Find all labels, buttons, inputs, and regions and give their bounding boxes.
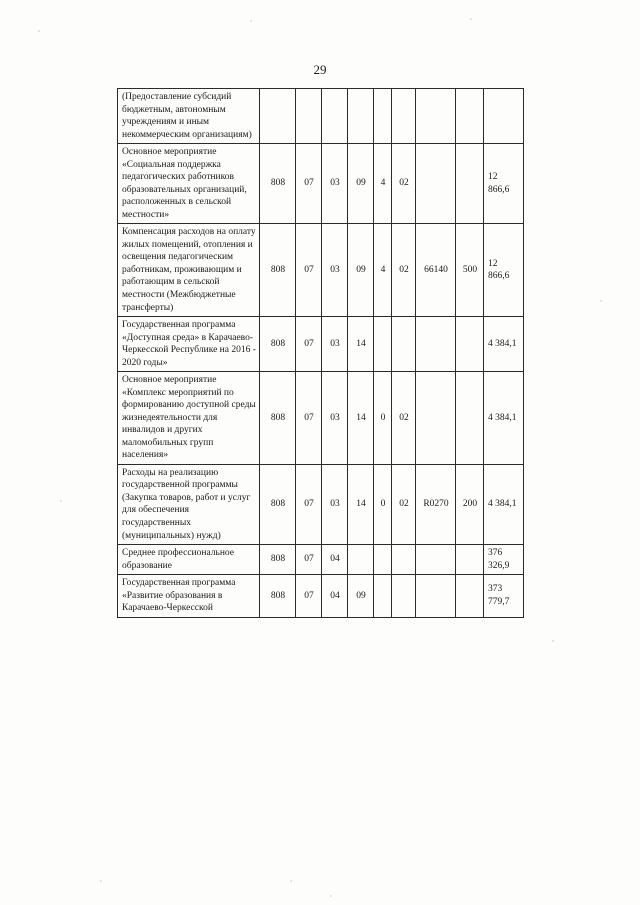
row-subsection: 03: [322, 464, 348, 544]
row-type: 4: [374, 224, 392, 317]
row-expense: [392, 575, 416, 618]
row-section: 07: [296, 545, 322, 575]
budget-table-container: [117, 88, 523, 618]
row-expense: 02: [392, 144, 416, 224]
row-program: 14: [348, 372, 374, 465]
row-expense: 02: [392, 372, 416, 465]
row-name: Компенсация расходов на оплату жилых помещений, отопления и освещения педагогическим работникам, проживающим и работающим в сельской местности (Межбюджетные трансферты): [118, 224, 260, 317]
row-amount: 12 866,6: [484, 144, 524, 224]
table-row: [118, 545, 524, 575]
row-amount: 376 326,9: [484, 545, 524, 575]
scan-speck: [330, 895, 332, 897]
row-amount: 373 779,7: [484, 575, 524, 618]
table-row: [118, 464, 524, 544]
row-program: [348, 545, 374, 575]
row-code: 66140: [416, 224, 456, 317]
row-code: [416, 545, 456, 575]
row-subsection: 04: [322, 575, 348, 618]
table-row: [118, 317, 524, 372]
scan-speck: [100, 880, 102, 882]
scan-speck: [290, 880, 292, 882]
row-sub: [456, 317, 484, 372]
page-number: 29: [313, 62, 327, 77]
row-sub: [456, 545, 484, 575]
row-sub: [456, 144, 484, 224]
row-amount: [484, 89, 524, 144]
row-name: Среднее профессиональное образование: [118, 545, 260, 575]
row-program: [348, 89, 374, 144]
row-program: 14: [348, 464, 374, 544]
table-row: [118, 224, 524, 317]
row-code: [416, 575, 456, 618]
row-section: 07: [296, 224, 322, 317]
row-sub: [456, 575, 484, 618]
row-program: 09: [348, 575, 374, 618]
scan-speck: [250, 20, 252, 22]
row-expense: [392, 545, 416, 575]
row-section: 07: [296, 144, 322, 224]
row-code: [416, 317, 456, 372]
row-section: 07: [296, 372, 322, 465]
row-amount: 4 384,1: [484, 317, 524, 372]
table-row: [118, 575, 524, 618]
row-expense: [392, 89, 416, 144]
row-chapter: 808: [260, 224, 296, 317]
table-row: [118, 89, 524, 144]
row-code: [416, 372, 456, 465]
row-name: (Предоставление субсидий бюджетным, автономным учреждениям и иным некоммерческим организациям): [118, 89, 260, 144]
row-sub: 500: [456, 224, 484, 317]
row-sub: [456, 89, 484, 144]
row-program: 09: [348, 224, 374, 317]
row-subsection: 04: [322, 545, 348, 575]
row-chapter: 808: [260, 317, 296, 372]
row-amount: 12 866,6: [484, 224, 524, 317]
scan-speck: [552, 640, 554, 642]
row-type: 0: [374, 464, 392, 544]
row-program: 14: [348, 317, 374, 372]
row-name: Государственная программа «Доступная среда» в Карачаево-Черкесской Республике на 2016 - 2020 годы»: [118, 317, 260, 372]
row-name: Государственная программа «Развитие образования в Карачаево-Черкесской: [118, 575, 260, 618]
row-expense: 02: [392, 464, 416, 544]
row-amount: 4 384,1: [484, 372, 524, 465]
row-chapter: 808: [260, 545, 296, 575]
row-section: 07: [296, 575, 322, 618]
row-chapter: 808: [260, 372, 296, 465]
scan-speck: [470, 18, 472, 20]
row-chapter: 808: [260, 144, 296, 224]
row-code: R0270: [416, 464, 456, 544]
row-chapter: [260, 89, 296, 144]
scan-speck: [600, 300, 602, 302]
row-type: [374, 317, 392, 372]
row-subsection: 03: [322, 372, 348, 465]
row-section: 07: [296, 464, 322, 544]
row-expense: [392, 317, 416, 372]
row-type: 0: [374, 372, 392, 465]
row-code: [416, 144, 456, 224]
scan-speck: [38, 30, 40, 32]
row-type: 4: [374, 144, 392, 224]
row-type: [374, 89, 392, 144]
row-type: [374, 545, 392, 575]
row-type: [374, 575, 392, 618]
row-sub: 200: [456, 464, 484, 544]
row-code: [416, 89, 456, 144]
budget-table: [117, 88, 524, 618]
row-subsection: 03: [322, 317, 348, 372]
row-chapter: 808: [260, 575, 296, 618]
row-program: 09: [348, 144, 374, 224]
table-row: [118, 144, 524, 224]
row-name: Расходы на реализацию государственной программы (Закупка товаров, работ и услуг для обеспечения государственных (муниципальных) нужд): [118, 464, 260, 544]
scan-speck: [60, 500, 62, 502]
row-name: Основное мероприятие «Комплекс мероприятий по формированию доступной среды жизнедеятельности для инвалидов и других маломобильных групп населения»: [118, 372, 260, 465]
row-chapter: 808: [260, 464, 296, 544]
row-amount: 4 384,1: [484, 464, 524, 544]
row-subsection: 03: [322, 144, 348, 224]
row-name: Основное мероприятие «Социальная поддержка педагогических работников образовательных организаций, расположенных в сельской местности»: [118, 144, 260, 224]
row-subsection: 03: [322, 224, 348, 317]
row-subsection: [322, 89, 348, 144]
row-section: 07: [296, 317, 322, 372]
row-expense: 02: [392, 224, 416, 317]
row-section: [296, 89, 322, 144]
row-sub: [456, 372, 484, 465]
table-row: [118, 372, 524, 465]
